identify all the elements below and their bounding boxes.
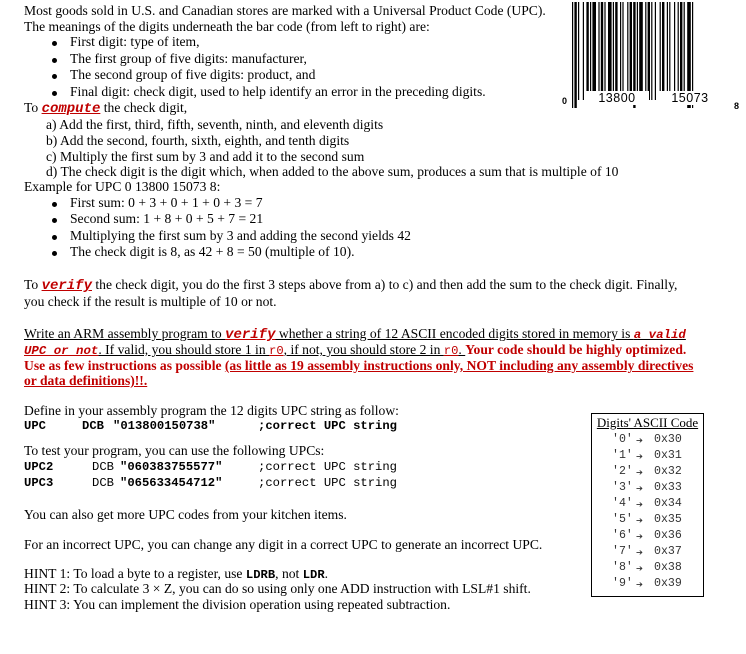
arrow-right-icon: ➔ xyxy=(636,547,643,560)
hint-2: HINT 2: To calculate 3 × Z, you can do so using only one ADD instruction with LSL#1 shift. xyxy=(24,581,531,596)
ascii-hex: 0x31 xyxy=(654,449,682,462)
compute-suffix: the check digit, xyxy=(100,100,188,115)
kitchen-line: You can also get more UPC codes from your kitchen items. xyxy=(24,507,347,522)
arrow-right-icon: ➔ xyxy=(636,499,643,512)
arrow-right-icon: ➔ xyxy=(636,451,643,464)
task-keyword: verify xyxy=(225,327,276,343)
barcode-left-digit: 0 xyxy=(562,96,568,106)
barcode-bar xyxy=(674,2,675,100)
verify-line-2: you check if the result is multiple of 10 or not. xyxy=(24,294,277,309)
code-label: UPC3 xyxy=(24,476,54,490)
ascii-char: '4' xyxy=(612,497,633,510)
barcode-bar xyxy=(574,2,576,108)
intro-bullet: The second group of five digits: product, and xyxy=(70,67,316,82)
barcode-group-1: 13800 xyxy=(585,91,649,105)
barcode-bar xyxy=(655,2,656,100)
hint-3: HINT 3: You can implement the division operation using repeated subtraction. xyxy=(24,597,451,612)
barcode-bar xyxy=(608,2,612,100)
compute-step: d) The check digit is the digit which, when added to the above sum, produces a sum that is multiple of 10 xyxy=(46,164,619,179)
barcode-bar xyxy=(615,2,617,100)
compute-prefix: To xyxy=(24,100,42,115)
barcode-bar xyxy=(645,2,646,100)
bullet-icon xyxy=(52,218,57,223)
task-emphasis: Your code should be highly optimized. xyxy=(465,342,687,357)
code-string: "013800150738" xyxy=(113,419,216,433)
barcode-bar xyxy=(572,2,573,108)
intro-bullet: The first group of five digits: manufacturer, xyxy=(70,51,307,66)
bullet-icon xyxy=(52,251,57,256)
task-text: . If valid, you should store 1 in xyxy=(98,342,270,357)
bullet-icon xyxy=(52,91,57,96)
ascii-char: '9' xyxy=(612,577,633,590)
task-emphasis: Use as few instructions as possible xyxy=(24,358,225,373)
barcode-bar xyxy=(630,2,632,100)
barcode-bar xyxy=(601,2,603,100)
barcode-bar xyxy=(667,2,668,100)
code-string: "065633454712" xyxy=(120,476,223,490)
task-emphasis: (as little as 19 assembly instructions only, NOT including any assembly directives xyxy=(224,358,694,373)
example-bullet: Multiplying the first sum by 3 and adding the second yields 42 xyxy=(70,228,411,243)
code-comment: ;correct UPC string xyxy=(258,460,397,474)
compute-heading xyxy=(24,100,187,117)
arrow-right-icon: ➔ xyxy=(636,483,643,496)
ascii-char: '0' xyxy=(612,433,633,446)
intro-line-1: Most goods sold in U.S. and Canadian stores are marked with a Universal Product Code (UPC). xyxy=(24,3,546,18)
barcode-bar xyxy=(590,2,591,100)
verify-prefix: To xyxy=(24,277,42,292)
barcode-bar xyxy=(620,2,621,100)
barcode-bar xyxy=(660,2,661,100)
code-directive: DCB xyxy=(92,460,114,474)
ascii-hex: 0x36 xyxy=(654,529,682,542)
task-keyword: UPC or not xyxy=(24,344,99,358)
task-line-3 xyxy=(24,358,693,374)
task-text: Write an ARM assembly program to xyxy=(24,326,226,341)
ascii-hex: 0x38 xyxy=(654,561,682,574)
code-comment: ;correct UPC string xyxy=(258,419,397,433)
register-name: r0 xyxy=(443,344,459,358)
arrow-right-icon: ➔ xyxy=(636,563,643,576)
barcode-bar xyxy=(648,2,650,100)
compute-keyword: compute xyxy=(41,101,101,117)
ascii-hex: 0x39 xyxy=(654,577,682,590)
ascii-table-title: Digits' ASCII Code xyxy=(596,415,699,430)
ascii-char: '2' xyxy=(612,465,633,478)
barcode-bar xyxy=(662,2,664,100)
barcode-bar xyxy=(604,2,605,100)
task-text: , if not, you should store 2 in xyxy=(283,342,444,357)
arrow-right-icon: ➔ xyxy=(636,579,643,592)
test-line: To test your program, you can use the following UPCs: xyxy=(24,443,325,458)
ascii-hex: 0x30 xyxy=(654,433,682,446)
arrow-right-icon: ➔ xyxy=(636,515,643,528)
barcode-bar xyxy=(613,2,614,100)
task-line-2 xyxy=(24,342,686,359)
barcode-bar xyxy=(637,2,638,100)
code-directive: DCB xyxy=(82,419,104,433)
example-bullet: First sum: 0 + 3 + 0 + 1 + 0 + 3 = 7 xyxy=(70,195,263,210)
example-heading: Example for UPC 0 13800 15073 8: xyxy=(24,179,221,194)
barcode-bar xyxy=(598,2,599,100)
ascii-char: '3' xyxy=(612,481,633,494)
ascii-hex: 0x34 xyxy=(654,497,682,510)
intro-line-2: The meanings of the digits underneath the bar code (from left to right) are: xyxy=(24,19,430,34)
task-text: . xyxy=(458,342,466,357)
barcode-bar xyxy=(627,2,628,100)
compute-step: b) Add the second, fourth, sixth, eighth, and tenth digits xyxy=(46,133,350,148)
compute-step: c) Multiply the first sum by 3 and add it to the second sum xyxy=(46,149,365,164)
example-bullet: The check digit is 8, as 42 + 8 = 50 (multiple of 10). xyxy=(70,244,355,259)
hint-text: HINT 1: To load a byte to a register, use xyxy=(24,566,246,581)
task-keyword: a valid xyxy=(633,328,686,342)
task-line-1 xyxy=(24,326,686,343)
bullet-icon xyxy=(52,235,57,240)
task-line-4: or data definitions)!!. xyxy=(24,373,148,388)
code-label: UPC xyxy=(24,419,46,433)
arrow-right-icon: ➔ xyxy=(636,531,643,544)
ascii-char: '7' xyxy=(612,545,633,558)
incorrect-line: For an incorrect UPC, you can change any digit in a correct UPC to generate an incorrect UPC. xyxy=(24,537,543,552)
code-label: UPC2 xyxy=(24,460,54,474)
barcode-bar xyxy=(639,2,643,100)
barcode-bar xyxy=(622,2,623,100)
verify-keyword: verify xyxy=(41,278,92,294)
ascii-char: '1' xyxy=(612,449,633,462)
barcode-bar xyxy=(680,2,682,100)
ascii-char: '5' xyxy=(612,513,633,526)
intro-bullet: First digit: type of item, xyxy=(70,34,200,49)
bullet-icon xyxy=(52,74,57,79)
hint-text: , not xyxy=(275,566,303,581)
barcode-bar xyxy=(651,2,652,100)
code-directive: DCB xyxy=(92,476,114,490)
barcode-bar xyxy=(578,2,579,100)
intro-bullet: Final digit: check digit, used to help identify an error in the preceding digits. xyxy=(70,84,486,99)
barcode-bar xyxy=(586,2,588,100)
arrow-right-icon: ➔ xyxy=(636,435,643,448)
hint-instruction: LDR xyxy=(302,568,325,582)
register-name: r0 xyxy=(269,344,284,358)
ascii-hex: 0x32 xyxy=(654,465,682,478)
define-line: Define in your assembly program the 12 digits UPC string as follow: xyxy=(24,403,399,418)
code-comment: ;correct UPC string xyxy=(258,476,397,490)
barcode-bar xyxy=(678,2,679,100)
ascii-char: '6' xyxy=(612,529,633,542)
ascii-hex: 0x35 xyxy=(654,513,682,526)
barcode-right-digit: 8 xyxy=(734,101,740,111)
ascii-code-table xyxy=(591,413,704,597)
hint-instruction: LDRB xyxy=(245,568,276,582)
example-bullet: Second sum: 1 + 8 + 0 + 5 + 7 = 21 xyxy=(70,211,264,226)
hint-text: . xyxy=(324,566,329,581)
verify-suffix: the check digit, you do the first 3 steps above from a) to c) and then add the sum to the check digit. Finally, xyxy=(91,277,678,292)
barcode-bar xyxy=(684,2,685,100)
barcode-group-2: 15073 xyxy=(658,91,722,105)
bullet-icon xyxy=(52,41,57,46)
ascii-hex: 0x37 xyxy=(654,545,682,558)
task-text: whether a string of 12 ASCII encoded digits stored in memory is xyxy=(275,326,634,341)
upc-barcode-image xyxy=(562,2,740,114)
code-string: "060383755577" xyxy=(120,460,223,474)
barcode-bar xyxy=(583,2,584,100)
ascii-hex: 0x33 xyxy=(654,481,682,494)
bullet-icon xyxy=(52,202,57,207)
compute-step: a) Add the first, third, fifth, seventh, ninth, and eleventh digits xyxy=(46,117,384,132)
barcode-bar xyxy=(592,2,596,100)
verify-line-1 xyxy=(24,277,677,294)
arrow-right-icon: ➔ xyxy=(636,467,643,480)
barcode-bar xyxy=(669,2,670,100)
bullet-icon xyxy=(52,58,57,63)
ascii-char: '8' xyxy=(612,561,633,574)
